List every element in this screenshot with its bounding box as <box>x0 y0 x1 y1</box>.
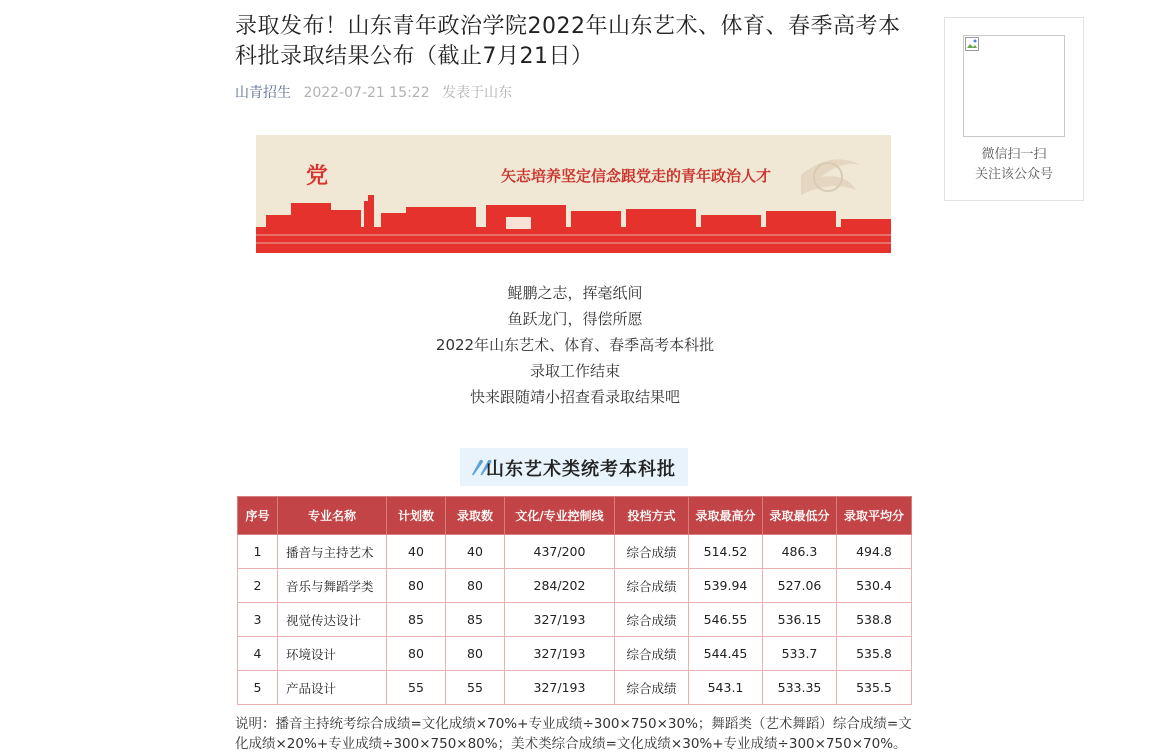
table-cell: 40 <box>387 535 446 569</box>
intro-line: 鱼跃龙门，得偿所愿 <box>507 310 643 328</box>
section-title: 山东艺术类统考本科批 <box>486 459 676 480</box>
column-header: 专业名称 <box>278 497 387 535</box>
table-cell: 综合成绩 <box>615 569 689 603</box>
table-cell: 327/193 <box>505 637 615 671</box>
table-note: 说明：播音主持统考综合成绩=文化成绩×70%+专业成绩÷300×750×30%；舞蹈类（艺术舞蹈）综合成绩=文化成绩×20%+专业成绩÷300×750×80%；美术类综合成绩=文化成绩×30%+专业成绩÷300×750×70%。 <box>235 716 912 752</box>
table-cell: 55 <box>387 671 446 705</box>
table-cell: 533.35 <box>763 671 837 705</box>
column-header: 计划数 <box>387 497 446 535</box>
column-header: 文化/专业控制线 <box>505 497 615 535</box>
table-cell: 80 <box>446 637 505 671</box>
table-cell: 80 <box>387 637 446 671</box>
broken-image-icon <box>965 37 979 51</box>
author-link[interactable]: 山青招生 <box>235 85 291 101</box>
banner-image <box>256 135 891 253</box>
table-cell: 播音与主持艺术 <box>278 535 387 569</box>
column-header: 录取最高分 <box>689 497 763 535</box>
table-cell: 产品设计 <box>278 671 387 705</box>
column-header: 录取平均分 <box>837 497 912 535</box>
intro-line: 快来跟随靖小招查看录取结果吧 <box>469 388 680 406</box>
table-cell: 535.8 <box>837 637 912 671</box>
table-row <box>238 637 912 671</box>
table-cell: 530.4 <box>837 569 912 603</box>
table-cell: 527.06 <box>763 569 837 603</box>
banner-party-char: 党 <box>306 163 329 189</box>
banner-slogan: 矢志培养坚定信念跟党走的青年政治人才 <box>501 167 772 185</box>
table-cell: 4 <box>238 637 278 671</box>
qr-caption-line: 关注该公众号 <box>974 167 1053 182</box>
table-cell: 55 <box>446 671 505 705</box>
table-cell: 546.55 <box>689 603 763 637</box>
table-cell: 80 <box>387 569 446 603</box>
table-cell: 538.8 <box>837 603 912 637</box>
admission-table <box>237 496 912 705</box>
table-cell: 327/193 <box>505 671 615 705</box>
qr-code-panel <box>944 17 1084 201</box>
publish-location: 发表于山东 <box>442 85 513 101</box>
table-cell: 综合成绩 <box>615 671 689 705</box>
table-cell: 环境设计 <box>278 637 387 671</box>
qr-code-image[interactable] <box>963 35 1065 137</box>
table-cell: 543.1 <box>689 671 763 705</box>
table-cell: 视觉传达设计 <box>278 603 387 637</box>
intro-line: 录取工作结束 <box>529 362 620 380</box>
qr-caption-line: 微信扫一扫 <box>981 147 1047 162</box>
table-cell: 综合成绩 <box>615 603 689 637</box>
table-row <box>238 535 912 569</box>
intro-line: 鲲鹏之志，挥毫纸间 <box>507 284 643 302</box>
table-cell: 327/193 <box>505 603 615 637</box>
table-cell: 2 <box>238 569 278 603</box>
article-title: 录取发布！山东青年政治学院2022年山东艺术、体育、春季高考本科批录取结果公布（截止7月21日） <box>235 14 901 69</box>
column-header: 序号 <box>238 497 278 535</box>
table-cell: 综合成绩 <box>615 637 689 671</box>
column-header: 录取最低分 <box>763 497 837 535</box>
table-cell: 1 <box>238 535 278 569</box>
table-cell: 494.8 <box>837 535 912 569</box>
table-cell: 音乐与舞蹈学类 <box>278 569 387 603</box>
table-cell: 533.7 <box>763 637 837 671</box>
table-row <box>238 569 912 603</box>
table-header-row <box>238 497 912 535</box>
table-cell: 5 <box>238 671 278 705</box>
table-cell: 535.5 <box>837 671 912 705</box>
banner-illustration <box>256 135 891 253</box>
intro-line: 2022年山东艺术、体育、春季高考本科批 <box>435 336 715 354</box>
table-cell: 40 <box>446 535 505 569</box>
column-header: 投档方式 <box>615 497 689 535</box>
table-cell: 539.94 <box>689 569 763 603</box>
table-cell: 544.45 <box>689 637 763 671</box>
table-row <box>238 671 912 705</box>
table-cell: 437/200 <box>505 535 615 569</box>
table-cell: 综合成绩 <box>615 535 689 569</box>
qr-caption <box>945 145 1083 185</box>
article-meta <box>235 82 915 104</box>
publish-time: 2022-07-21 15:22 <box>303 85 430 101</box>
table-row <box>238 603 912 637</box>
table-cell: 514.52 <box>689 535 763 569</box>
table-cell: 284/202 <box>505 569 615 603</box>
table-cell: 85 <box>446 603 505 637</box>
intro-text <box>235 280 915 410</box>
article <box>235 0 915 752</box>
table-cell: 85 <box>387 603 446 637</box>
quote-mark-icon: 〃 <box>464 452 494 487</box>
column-header: 录取数 <box>446 497 505 535</box>
table-cell: 536.15 <box>763 603 837 637</box>
table-cell: 80 <box>446 569 505 603</box>
table-cell: 486.3 <box>763 535 837 569</box>
section-heading <box>460 448 688 486</box>
table-cell: 3 <box>238 603 278 637</box>
